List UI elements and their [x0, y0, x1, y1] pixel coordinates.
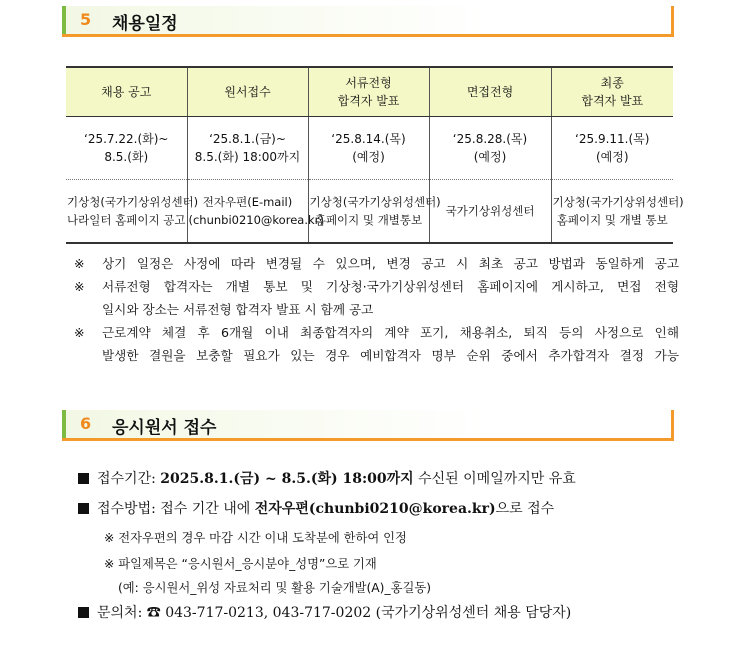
note-line: 상기 일정은 사정에 따라 변경될 수 있으며, 변경 공고 시 최초 공고 방법과 동일하게 공고 [102, 256, 679, 271]
method-suffix: 으로 접수 [495, 501, 555, 517]
table-header-row [66, 67, 673, 117]
sub-note: ※ 파일제목은 “응시원서_응시분야_성명”으로 기재 [104, 557, 377, 571]
note-line: 근로계약 체결 후 6개월 이내 최종합격자의 계약 포기, 채용취소, 퇴직 등의 사정으로 인해 [102, 325, 679, 340]
note-line: 일시와 장소는 서류전형 합격자 발표 시 함께 공고 [102, 302, 374, 317]
date-cell: ‘25.8.28.(목) (예정) [429, 117, 551, 180]
square-bullet-icon [78, 473, 89, 484]
section-title: 응시원서 접수 [112, 418, 217, 438]
method-email: 전자우편(chunbi0210@korea.kr) [254, 501, 496, 517]
phone-icon: ☎ [146, 605, 161, 621]
date-cell: ‘25.8.14.(목) (예정) [308, 117, 429, 180]
note-line: 발생한 결원을 보충할 필요가 있는 경우 예비합격자 명부 순위 중에서 추가합격자 결정 가능 [102, 348, 679, 363]
schedule-table [66, 66, 684, 244]
section-number: 6 [80, 414, 92, 433]
table-row [66, 117, 673, 180]
contact-label: 문의처: [97, 605, 143, 621]
schedule-notes [74, 252, 679, 367]
note-item [74, 275, 679, 321]
section-6-header [62, 410, 674, 441]
note-item [74, 321, 679, 367]
table-row [66, 180, 673, 244]
sub-note-example: (예: 응시원서_위성 자료처리 및 활용 기술개발(A)_홍길동) [118, 581, 432, 595]
header-accent-bar [62, 410, 66, 438]
header-accent-bar [62, 6, 66, 34]
period-suffix: 수신된 이메일까지만 유효 [418, 471, 576, 487]
section-5-header [62, 6, 674, 37]
header-cell: 면접전형 [429, 67, 551, 117]
method-line [78, 498, 554, 518]
contact-line [78, 602, 571, 622]
contact-value: 043-717-0213, 043-717-0202 (국가기상위성센터 채용 담당자) [165, 605, 572, 621]
date-cell: ‘25.9.11.(목) (예정) [551, 117, 673, 180]
channel-cell: 기상청(국가기상위성센터) 홈페이지 및 개별 통보 [551, 180, 673, 244]
period-line [78, 468, 576, 488]
method-label: 접수방법: [97, 501, 156, 517]
note-mark: ※ [74, 325, 85, 340]
section-number: 5 [80, 10, 92, 29]
date-cell: ‘25.7.22.(화)~ 8.5.(화) [66, 117, 187, 180]
channel-cell: 국가기상위성센터 [429, 180, 551, 244]
channel-cell: 기상청(국가기상위성센터) 나라일터 홈페이지 공고 [66, 180, 187, 244]
method-prefix: 접수 기간 내에 [160, 501, 251, 517]
period-label: 접수기간: [97, 471, 156, 487]
section-title: 채용일정 [112, 14, 178, 34]
header-cell: 채용 공고 [66, 67, 187, 117]
date-cell: ‘25.8.1.(금)~ 8.5.(화) 18:00까지 [187, 117, 308, 180]
note-item [74, 252, 679, 275]
channel-cell: 전자우편(E-mail) (chunbi0210@korea.kr) [187, 180, 308, 244]
period-value: 2025.8.1.(금) ~ 8.5.(화) 18:00까지 [160, 471, 414, 487]
header-cell: 서류전형 합격자 발표 [308, 67, 429, 117]
note-line: 서류전형 합격자는 개별 통보 및 기상청·국가기상위성센터 홈페이지에 게시하고, 면접 전형 [102, 279, 679, 294]
square-bullet-icon [78, 503, 89, 514]
square-bullet-icon [78, 607, 89, 618]
sub-note: ※ 전자우편의 경우 마감 시간 이내 도착분에 한하여 인정 [104, 531, 407, 545]
channel-cell: 기상청(국가기상위성센터) 홈페이지 및 개별통보 [308, 180, 429, 244]
note-mark: ※ [74, 256, 85, 271]
header-cell: 원서접수 [187, 67, 308, 117]
header-cell: 최종 합격자 발표 [551, 67, 673, 117]
note-mark: ※ [74, 279, 85, 294]
